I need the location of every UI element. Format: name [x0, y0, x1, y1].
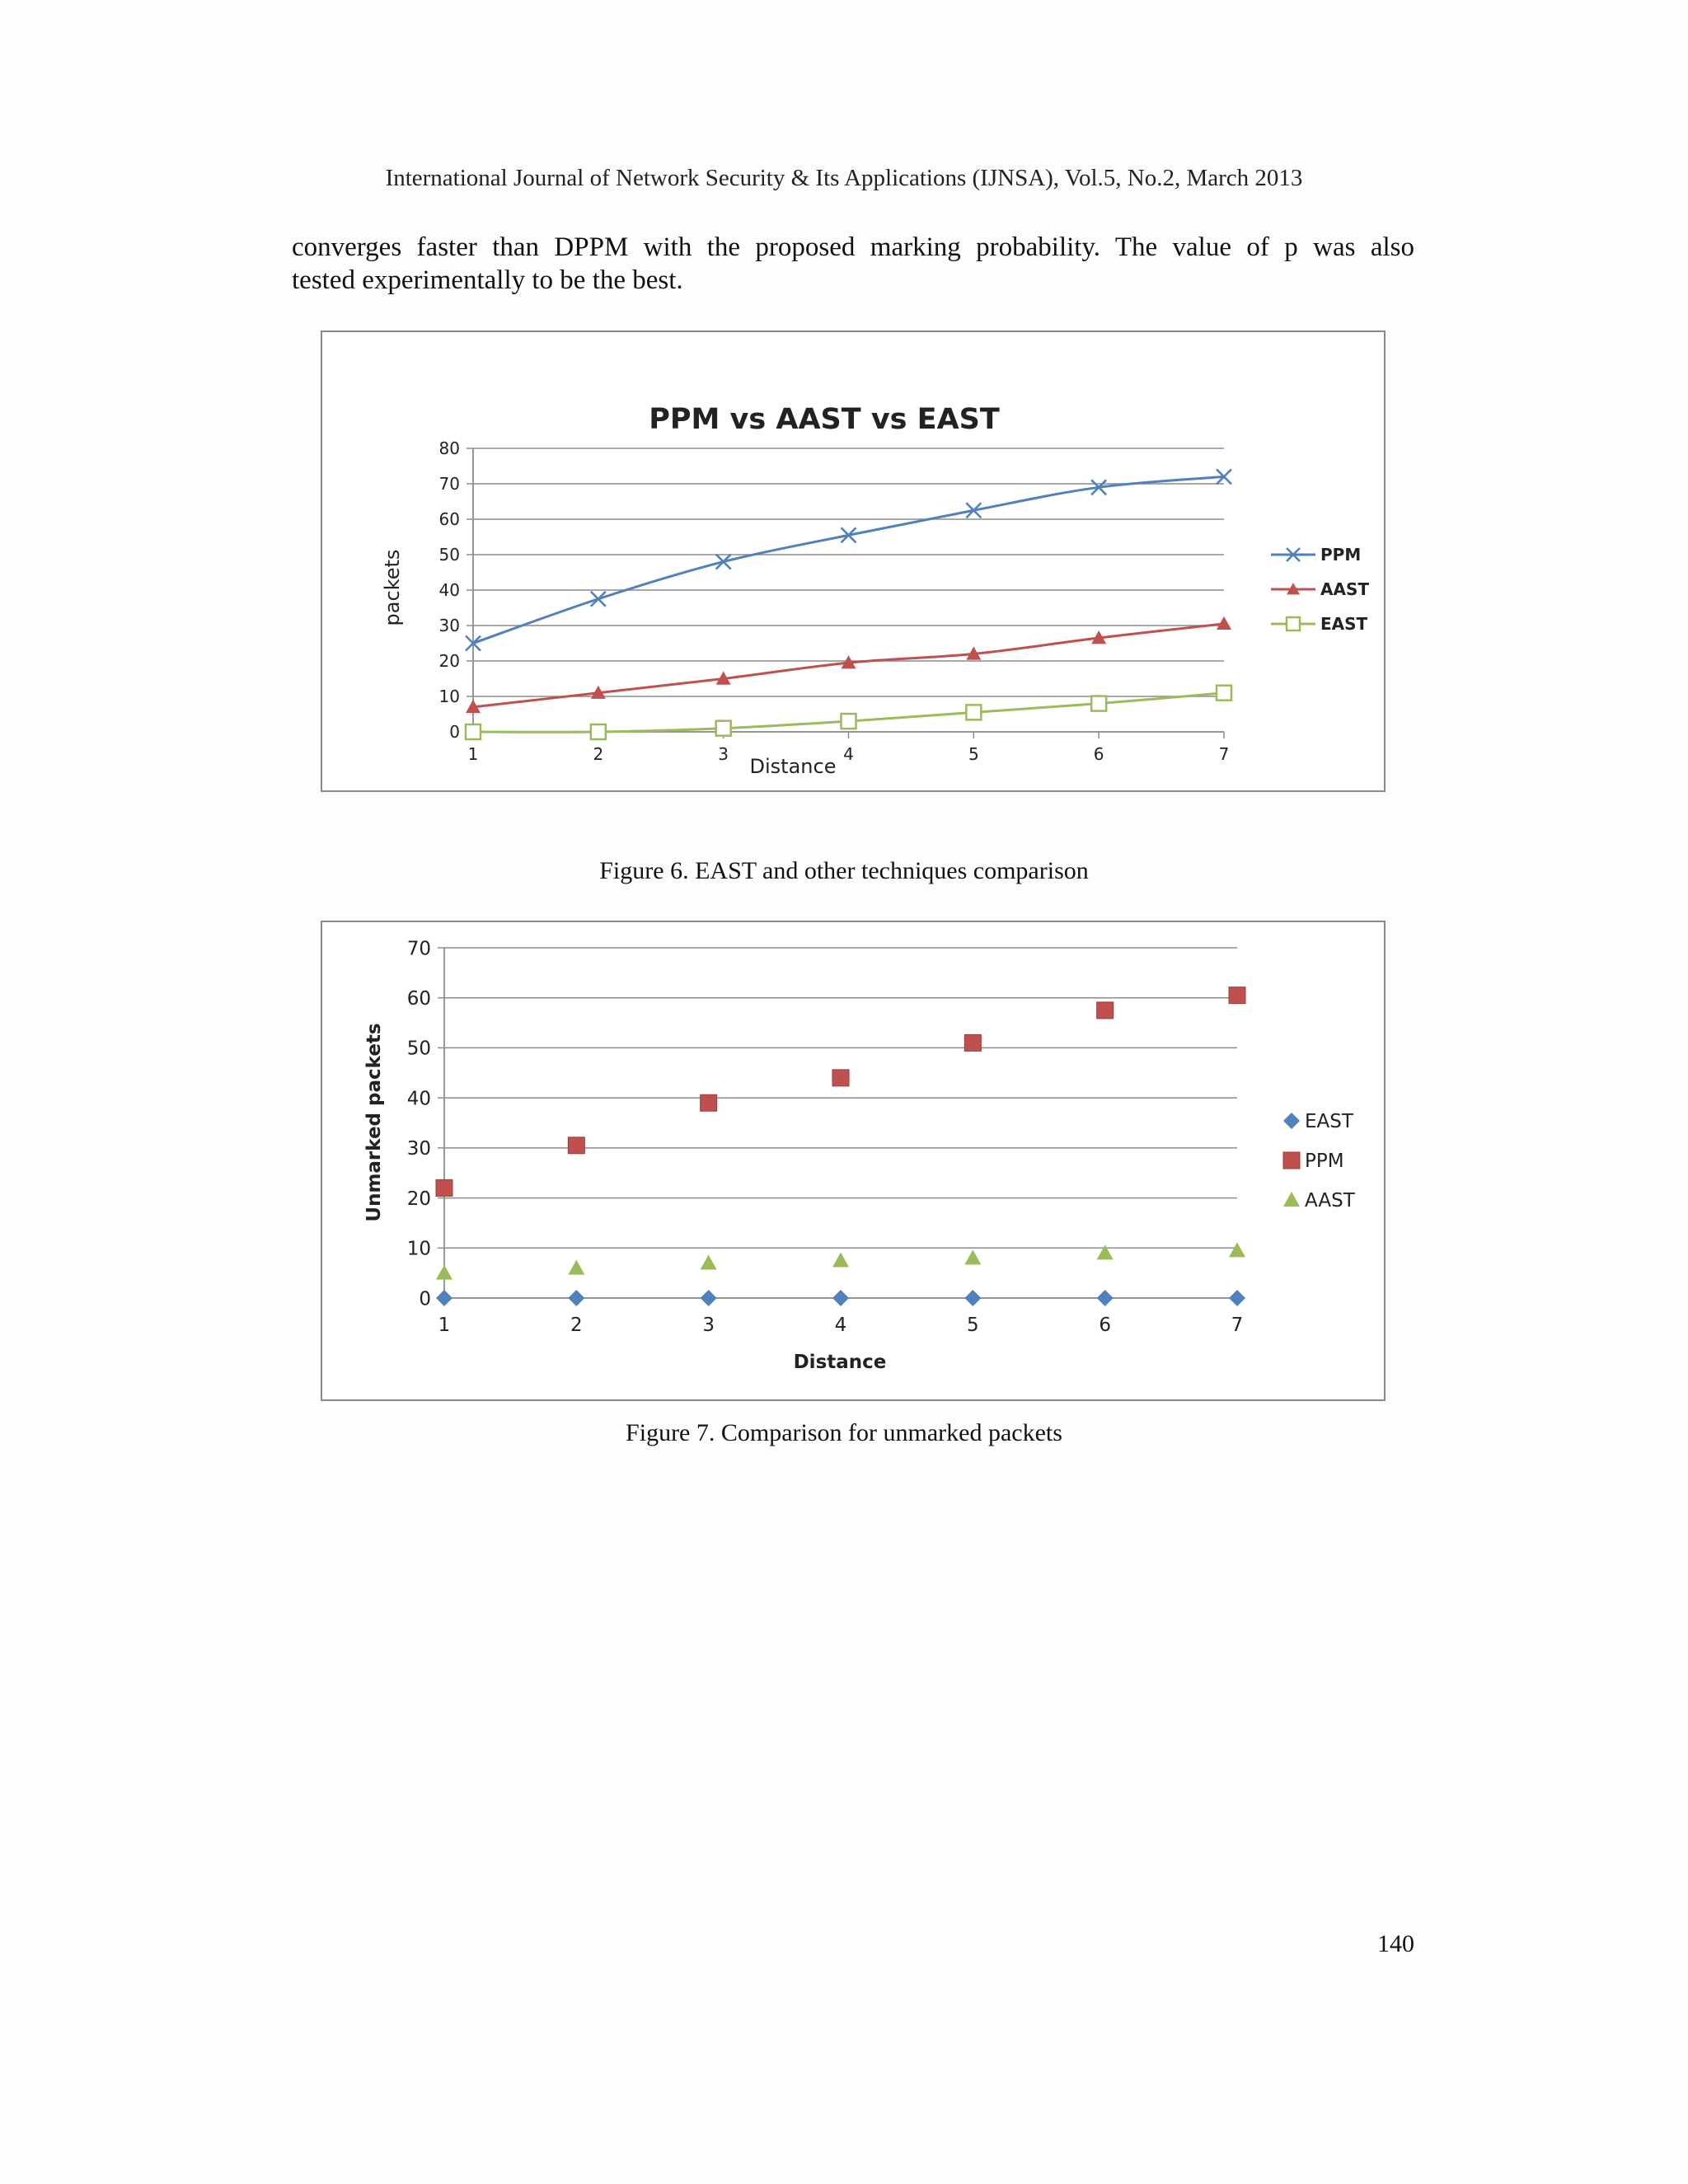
x-tick-label: 4: [834, 1315, 847, 1336]
page-number: 140: [1377, 1930, 1414, 1957]
data-point-east: [1229, 1290, 1245, 1306]
paragraph-line-1: converges faster than DPPM with the proposed marking probability. The value of p was also: [292, 232, 1414, 262]
y-tick-label: 20: [406, 1188, 431, 1210]
x-tick-label: 4: [843, 744, 854, 764]
legend-label-east: EAST: [1305, 1111, 1353, 1132]
data-point-aast: [436, 1265, 452, 1280]
data-point-aast: [1097, 1244, 1114, 1259]
data-point-east: [1097, 1290, 1114, 1306]
data-point-aast: [964, 1249, 981, 1264]
y-tick-label: 80: [438, 438, 460, 459]
y-tick-label: 0: [419, 1288, 431, 1310]
x-tick-label: 1: [467, 744, 479, 764]
x-tick-label: 5: [967, 1315, 979, 1336]
x-tick-label: 6: [1093, 744, 1104, 764]
data-point-east: [716, 721, 731, 736]
data-point-aast: [1229, 1242, 1245, 1257]
data-point-east: [1217, 686, 1231, 701]
y-axis-label: packets: [381, 549, 404, 626]
data-point-ppm: [1097, 1002, 1114, 1019]
data-point-aast: [1217, 616, 1231, 630]
y-tick-label: 60: [438, 509, 460, 530]
x-tick-label: 1: [438, 1315, 451, 1336]
y-tick-label: 20: [438, 651, 460, 672]
data-point-aast: [701, 1255, 717, 1270]
data-point-aast: [832, 1252, 849, 1267]
data-point-east: [1091, 696, 1106, 711]
y-tick-label: 60: [406, 987, 431, 1010]
y-tick-label: 30: [438, 616, 460, 636]
legend-label-east: EAST: [1320, 614, 1368, 634]
data-point-east: [842, 714, 856, 729]
x-tick-label: 2: [570, 1315, 583, 1336]
data-point-ppm: [436, 1179, 452, 1196]
data-point-ppm: [591, 592, 606, 607]
legend-label-aast: AAST: [1320, 579, 1370, 599]
data-point-east: [568, 1290, 584, 1306]
legend-marker-ppm: [1283, 1152, 1300, 1169]
series-ppm: [436, 987, 1245, 1197]
legend-label-aast: AAST: [1305, 1190, 1355, 1212]
y-tick-label: 0: [449, 722, 460, 743]
data-point-ppm: [832, 1070, 849, 1086]
y-tick-label: 70: [406, 938, 431, 960]
x-tick-label: 2: [593, 744, 604, 764]
x-tick-label: 5: [968, 744, 979, 764]
x-tick-label: 6: [1099, 1315, 1111, 1336]
figure-7-caption: Figure 7. Comparison for unmarked packets: [626, 1419, 1062, 1446]
y-tick-label: 40: [406, 1088, 431, 1110]
x-axis-label: Distance: [749, 755, 837, 778]
legend-marker-east: [1287, 617, 1300, 630]
series-line-ppm: [473, 476, 1224, 643]
legend-label-ppm: PPM: [1305, 1151, 1344, 1172]
data-point-ppm: [964, 1034, 981, 1051]
data-point-aast: [568, 1260, 584, 1275]
y-tick-label: 40: [438, 580, 460, 601]
data-point-east: [701, 1290, 717, 1306]
figure-7-svg: [322, 922, 1384, 1399]
paragraph-line-2: tested experimentally to be the best.: [292, 265, 683, 295]
y-tick-label: 30: [406, 1138, 431, 1160]
y-tick-label: 70: [438, 474, 460, 494]
x-tick-label: 7: [1231, 1315, 1244, 1336]
y-tick-label: 10: [406, 1238, 431, 1260]
x-tick-label: 7: [1218, 744, 1230, 764]
data-point-ppm: [716, 555, 731, 569]
legend-marker-aast: [1283, 1192, 1300, 1207]
chart-title: PPM vs AAST vs EAST: [649, 403, 1000, 436]
x-tick-label: 3: [702, 1315, 715, 1336]
y-tick-label: 50: [438, 545, 460, 565]
series-ppm: [466, 469, 1231, 650]
data-point-east: [966, 705, 981, 719]
data-point-east: [436, 1290, 452, 1306]
data-point-ppm: [1229, 987, 1245, 1004]
body-paragraph: [292, 231, 1414, 297]
figure-6-svg: [322, 332, 1384, 790]
series-aast: [466, 616, 1231, 713]
data-point-east: [591, 724, 606, 739]
figure-6-chart: [321, 330, 1386, 792]
y-axis-label: Unmarked packets: [363, 1023, 385, 1222]
data-point-east: [964, 1290, 981, 1306]
legend-marker-east: [1283, 1113, 1300, 1129]
data-point-ppm: [568, 1137, 584, 1154]
data-point-east: [466, 724, 481, 739]
y-tick-label: 10: [438, 687, 460, 707]
journal-header: International Journal of Network Security & Its Applications (IJNSA), Vol.5, No.2, March 2013: [385, 165, 1303, 191]
figure-7-chart: [321, 921, 1386, 1401]
data-point-east: [832, 1290, 849, 1306]
x-axis-label: Distance: [793, 1352, 887, 1373]
x-tick-label: 3: [718, 744, 729, 764]
y-tick-label: 50: [406, 1038, 431, 1060]
legend-label-ppm: PPM: [1320, 545, 1362, 565]
data-point-ppm: [701, 1094, 717, 1111]
figure-6-caption: Figure 6. EAST and other techniques comparison: [599, 857, 1089, 884]
